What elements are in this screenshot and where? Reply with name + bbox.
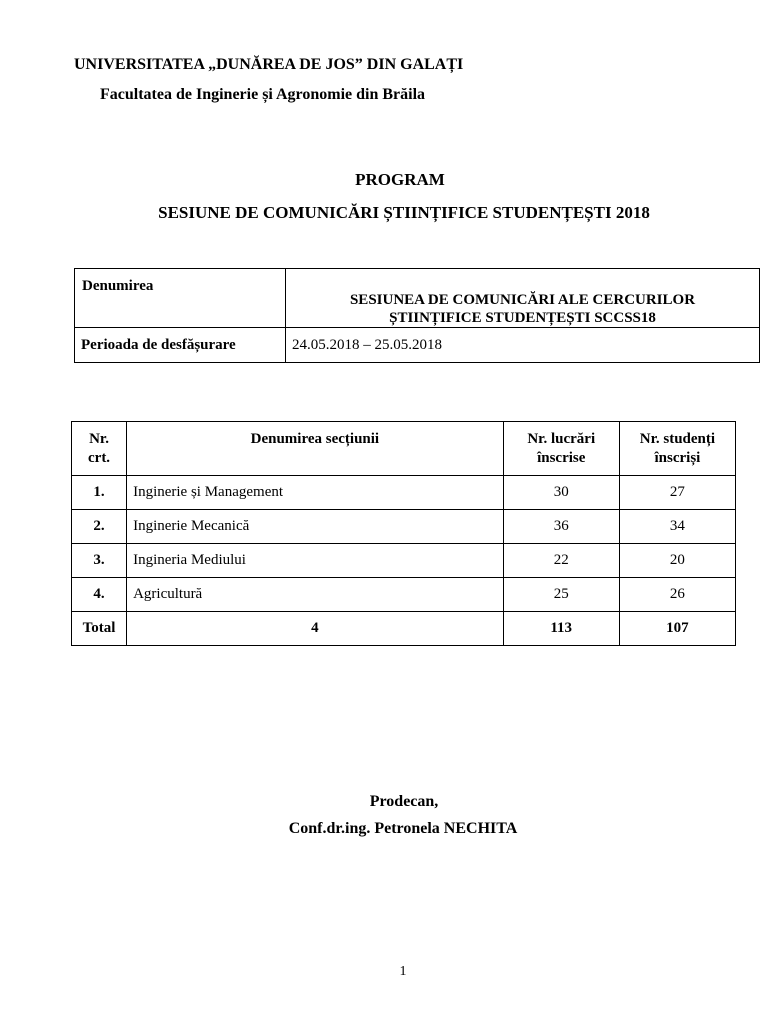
- table-row: [72, 510, 736, 544]
- row-nr: 2.: [72, 510, 127, 544]
- session-info-table: [74, 268, 760, 363]
- row-nr: 3.: [72, 544, 127, 578]
- row-students: 20: [619, 544, 735, 578]
- header-papers-line1: Nr. lucrări: [527, 431, 596, 447]
- row-students: 26: [619, 578, 735, 612]
- document-subtitle: SESIUNE DE COMUNICĂRI ȘTIINȚIFICE STUDENȚEȘTI 2018: [158, 203, 650, 222]
- table-header-row: [72, 422, 736, 476]
- header-nr-line2: crt.: [88, 450, 111, 466]
- table-row: [72, 476, 736, 510]
- session-period-row: [75, 328, 760, 363]
- signatory-role: Prodecan,: [369, 793, 439, 810]
- row-papers: 22: [503, 544, 619, 578]
- signatory-name: Conf.dr.ing. Petronela NECHITA: [288, 820, 518, 837]
- header-students-line2: înscriși: [654, 450, 701, 466]
- session-name-line1: SESIUNEA DE COMUNICĂRI ALE CERCURILOR: [349, 292, 696, 308]
- table-row: [72, 544, 736, 578]
- header-students-line1: Nr. studenți: [639, 431, 716, 447]
- row-students: 34: [619, 510, 735, 544]
- header-students: [619, 422, 735, 476]
- page-number: 1: [399, 964, 407, 979]
- row-papers: 25: [503, 578, 619, 612]
- total-label: Total: [72, 612, 127, 646]
- total-row: [72, 612, 736, 646]
- row-students: 27: [619, 476, 735, 510]
- university-name: UNIVERSITATEA „DUNĂREA DE JOS” DIN GALAȚI: [74, 56, 464, 73]
- total-students: 107: [619, 612, 735, 646]
- header-section-name: Denumirea secțiunii: [127, 422, 504, 476]
- session-name-value: [286, 269, 760, 328]
- faculty-name: Facultatea de Inginerie și Agronomie din Brăila: [100, 86, 426, 103]
- row-section-name: Inginerie Mecanică: [127, 510, 504, 544]
- header-papers-line2: înscrise: [537, 450, 586, 466]
- row-nr: 4.: [72, 578, 127, 612]
- row-papers: 36: [503, 510, 619, 544]
- sections-table: [71, 421, 736, 646]
- header-nr: [72, 422, 127, 476]
- row-section-name: Inginerie și Management: [127, 476, 504, 510]
- total-sections: 4: [127, 612, 504, 646]
- row-section-name: Agricultură: [127, 578, 504, 612]
- session-name-line2: ȘTIINȚIFICE STUDENȚEȘTI SCCSS18: [389, 310, 656, 326]
- document-title: PROGRAM: [355, 170, 445, 189]
- session-period-label: Perioada de desfășurare: [75, 328, 286, 363]
- row-section-name: Ingineria Mediului: [127, 544, 504, 578]
- session-name-label: Denumirea: [75, 269, 286, 328]
- row-nr: 1.: [72, 476, 127, 510]
- row-papers: 30: [503, 476, 619, 510]
- total-papers: 113: [503, 612, 619, 646]
- header-papers: [503, 422, 619, 476]
- session-period-value: 24.05.2018 – 25.05.2018: [286, 328, 760, 363]
- header-nr-line1: Nr.: [89, 431, 109, 447]
- table-row: [72, 578, 736, 612]
- session-name-row: [75, 269, 760, 328]
